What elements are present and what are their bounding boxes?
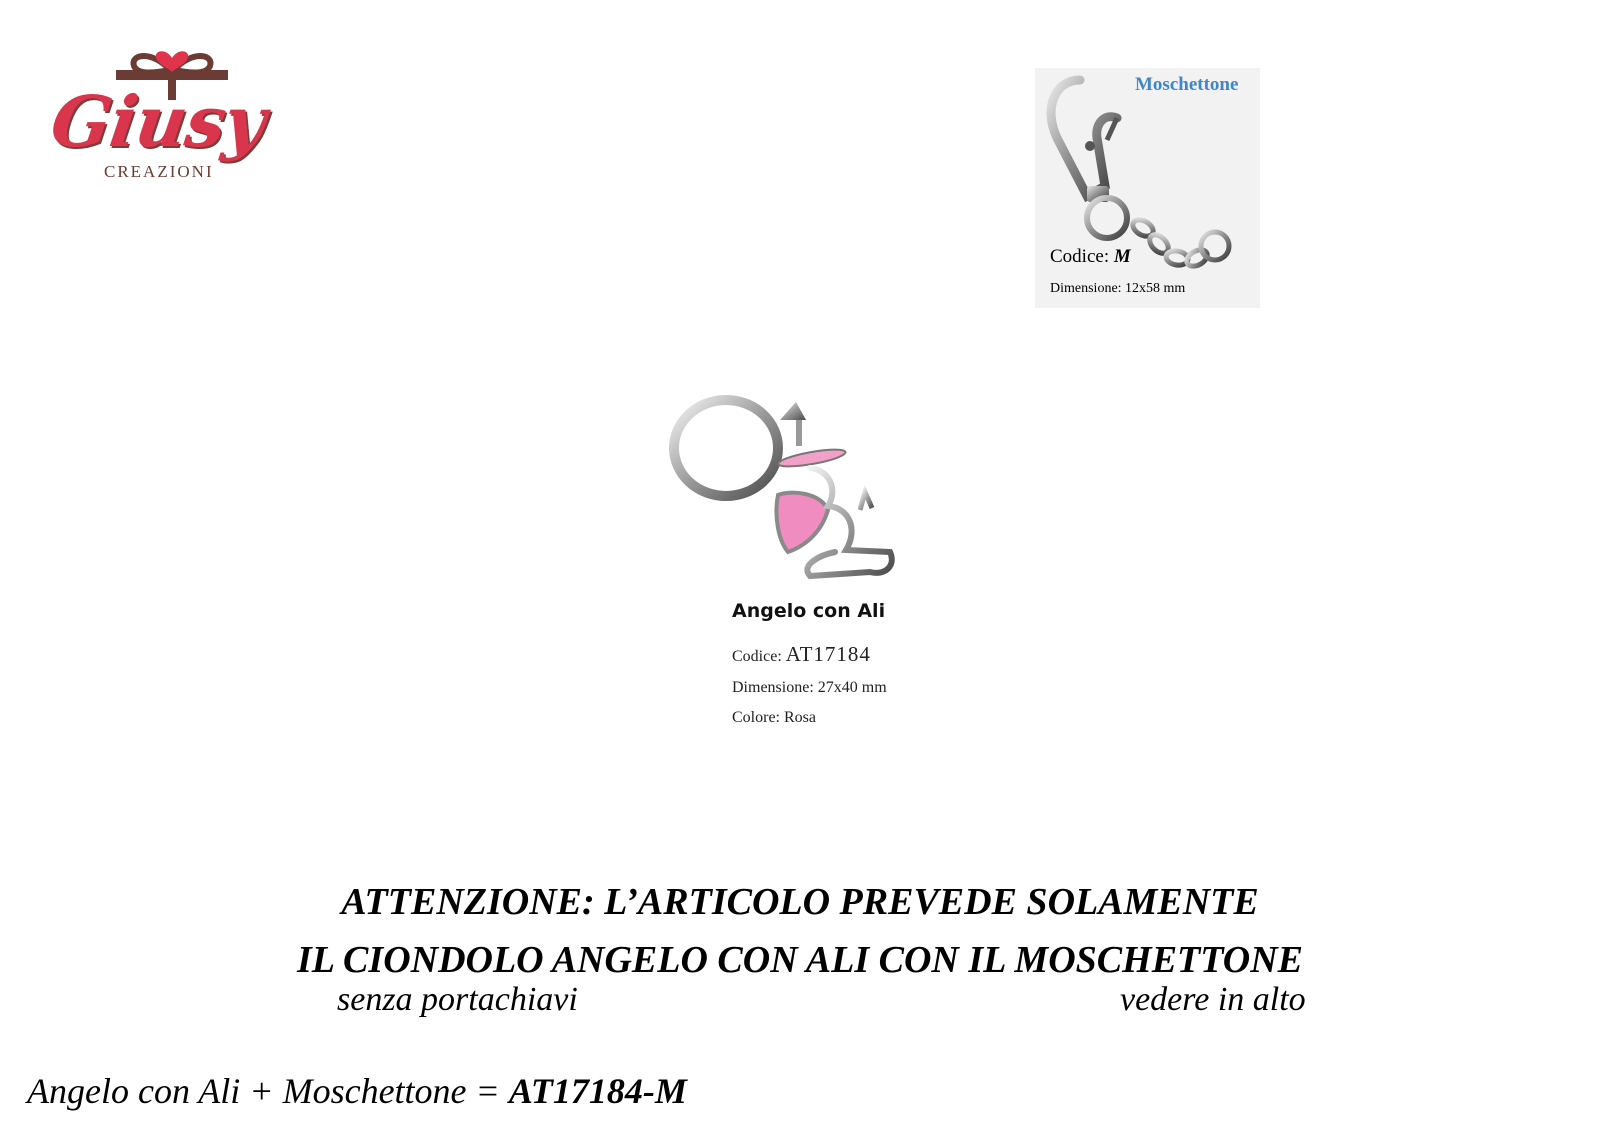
pendant-color: Colore: Rosa: [732, 709, 816, 726]
logo-wordmark: Giusy: [46, 80, 271, 163]
carabiner-title: Moschettone: [1135, 74, 1239, 95]
pendant-dimension: Dimensione: 27x40 mm: [732, 679, 887, 696]
pendant-title: Angelo con Ali: [732, 600, 886, 622]
notice-left-note: senza portachiavi: [337, 981, 578, 1018]
angel-pendant-image: [660, 380, 920, 600]
angel-keyring-photo: [660, 380, 920, 600]
pendant-code-label: Codice:: [732, 648, 782, 665]
pendant-code-value: AT17184: [785, 642, 871, 666]
formula-text: Angelo con Ali + Moschettone =: [27, 1071, 509, 1111]
notice-right-note: vedere in alto: [1120, 981, 1306, 1018]
carabiner-image: [1035, 68, 1260, 308]
notice-line-1: ATTENZIONE: L’ARTICOLO PREVEDE SOLAMENTE: [341, 881, 1259, 923]
brand-logo: [46, 40, 292, 190]
carabiner-photo: [1035, 68, 1260, 308]
notice-line-2: IL CIONDOLO ANGELO CON ALI CON IL MOSCHETTONE: [296, 939, 1304, 981]
logo-subtitle: CREAZIONI: [104, 162, 214, 181]
carabiner-dimension: Dimensione: 12x58 mm: [1050, 281, 1186, 296]
pendant-code: [732, 642, 871, 667]
product-formula: [27, 1070, 687, 1112]
formula-code: AT17184-M: [508, 1071, 687, 1111]
carabiner-code: [1050, 246, 1131, 268]
carabiner-code-value: M: [1113, 246, 1131, 267]
carabiner-code-label: Codice:: [1050, 246, 1110, 267]
